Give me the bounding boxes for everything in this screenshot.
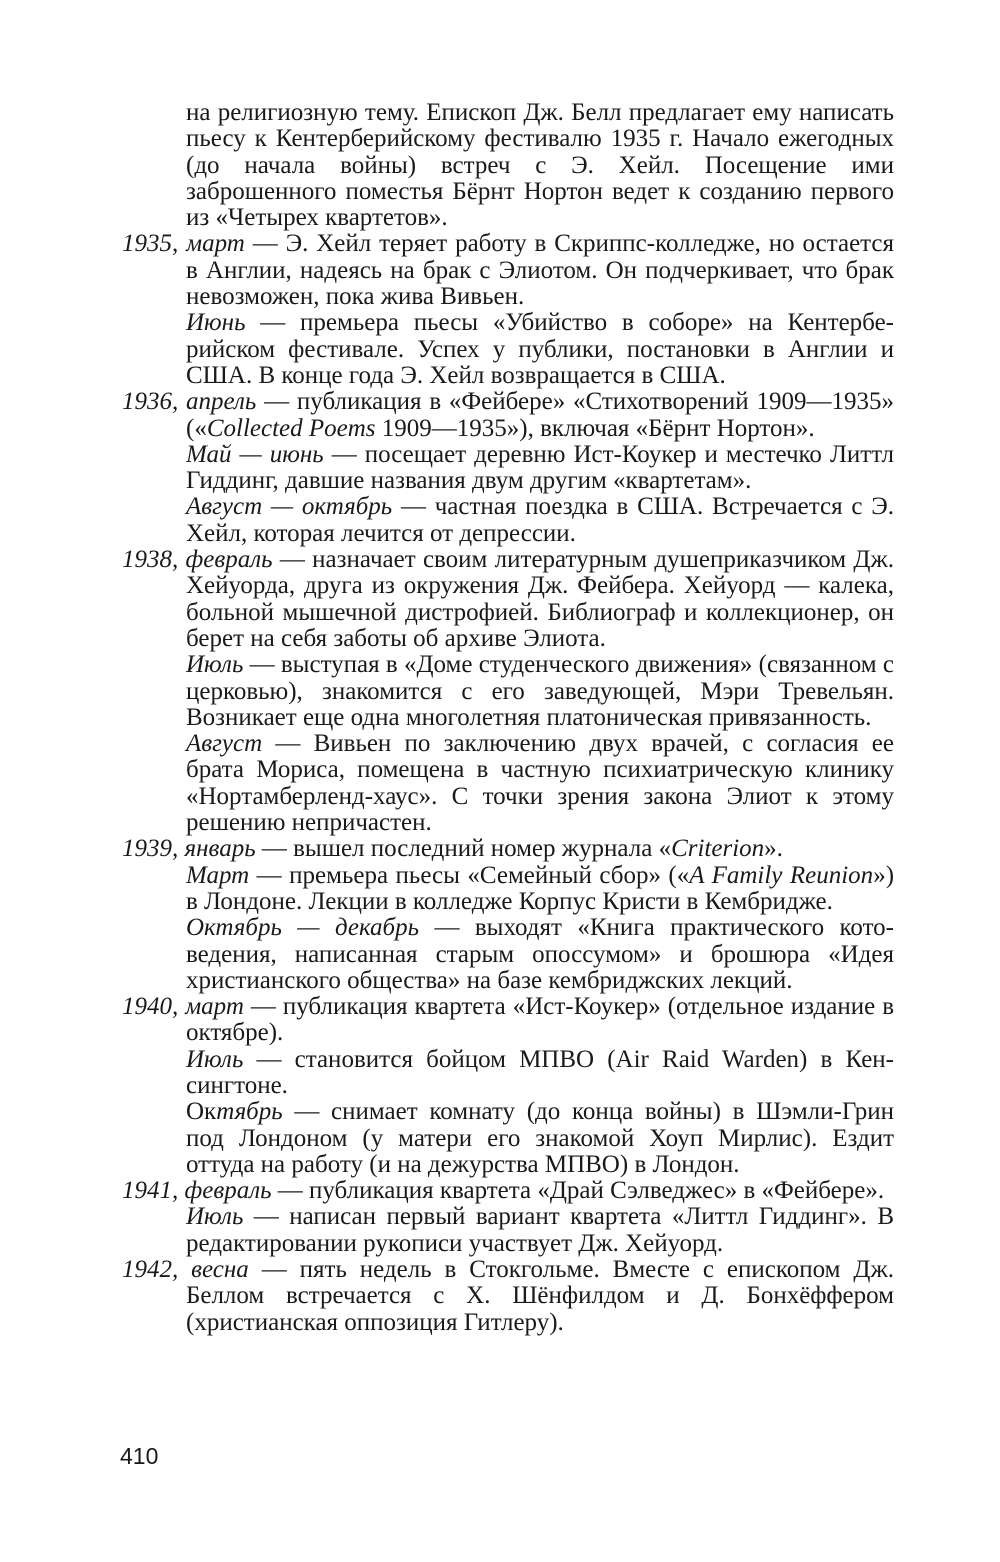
- sub-entry-label: Июль: [186, 1045, 244, 1073]
- journal-title: Criterion: [671, 835, 765, 863]
- sub-entry-text: — снимает комнату (до конца войны) в Шэмли-Грин под Лондоном (у матери его знакомой Хоуп Мирлис). Ездит оттуда на работу (и на дежурства МПВО) в Лондон.: [186, 1098, 894, 1178]
- entry-1938: [122, 547, 894, 652]
- sub-entry-label: Август — октябрь: [186, 493, 393, 521]
- sub-entry-label: Март: [186, 861, 250, 889]
- entry-text: — назначает своим литературным душеприказчиком Дж. Хейуорда, друга из окружения Дж. Фейбера. Хейуорд — калека, больной мышечной дистрофией. Библиограф и коллекционер, он берет на себя заботы об архиве Элиота.: [186, 546, 894, 652]
- book-title: Collected Poems: [206, 414, 376, 442]
- entry-date: 1936, апрель: [122, 388, 257, 416]
- entry-text: — вышел последний номер журнала «: [255, 835, 672, 863]
- sub-entry-label-upright: Ок: [186, 1098, 217, 1126]
- sub-entry-label: Октябрь — декабрь: [186, 914, 420, 942]
- entry-1940: [122, 994, 894, 1047]
- entry-date: 1935, март: [122, 230, 245, 258]
- entry-date: 1941, февраль: [122, 1177, 272, 1205]
- sub-entry-text: — премьера пьесы «Убийство в соборе» на Кентерберийском фестивале. Успех у публики, постановки в Англии и США. В конце года Э. Хейл возвращается в США.: [186, 309, 894, 389]
- sub-entry-text: — выходят «Книга практического котоведения, написанная старым опоссумом» и брошюра «Идея христианского общества» на базе кембриджских лекций.: [186, 914, 894, 994]
- sub-entry-label: тябрь: [216, 1098, 283, 1126]
- sub-entry-label: Июнь: [186, 309, 246, 337]
- entry-text: — пять недель в Стокгольме. Вместе с епископом Дж. Беллом встречается с Х. Шёнфилдом и Д. Бонхёффером (христианская оппозиция Гитлеру).: [186, 1256, 894, 1336]
- entry-date: 1939, январь: [122, 835, 256, 863]
- entry-1939-march: [122, 863, 894, 916]
- entry-text: 1909—1935»), включая «Бёрнт Нортон».: [375, 414, 815, 442]
- entry-date: 1938, февраль: [122, 546, 273, 574]
- entry-text: ».: [764, 835, 783, 863]
- entry-1935: [122, 231, 894, 310]
- entry-1935-june: [122, 310, 894, 389]
- sub-entry-text: ») в Лондоне. Лекции в колледже Корпус Кристи в Кембридже.: [186, 861, 895, 915]
- entry-text: — публикация квартета «Ист-Коукер» (отдельное издание в октябре).: [186, 993, 894, 1047]
- continued-text: на религиозную тему. Епископ Дж. Белл предлагает ему написать пьесу к Кентерберийскому фестивалю 1935 г. Начало ежегодных (до начала войны) встреч с Э. Хейл. Посещение ими заброшенного поместья Бёрнт Нортон ведет к созданию первого из «Четырех квартетов».: [186, 99, 894, 232]
- sub-entry-label: Июль: [186, 1203, 244, 1231]
- entry-1941: [122, 1178, 894, 1204]
- entry-text: — Э. Хейл теряет работу в Скриппс-колледже, но остается в Англии, надеясь на брак с Элиотом. Он подчеркивает, что брак невозможен, пока жива Вивьен.: [186, 230, 895, 311]
- sub-entry-text: — посещает деревню Ист-Коукер и местечко Литтл Гиддинг, давшие названия двум другим «квартетам».: [186, 440, 894, 495]
- entry-date: 1942, весна: [122, 1256, 249, 1284]
- entry-1942: [122, 1257, 894, 1336]
- entry-1939: [122, 836, 894, 862]
- sub-entry-label: Май — июнь: [186, 440, 324, 468]
- sub-entry-label: Август: [186, 730, 263, 758]
- entry-1940-july: [122, 1047, 894, 1100]
- entry-1936-august-october: [122, 494, 894, 547]
- entry-1938-august: [122, 731, 894, 836]
- page-number: 410: [120, 1443, 159, 1469]
- play-title: A Family Reunion: [689, 861, 874, 889]
- entry-text: — публикация в «Фейбере» «Стихотворений 1909—1935» («: [186, 388, 894, 442]
- sub-entry-text: — Вивьен по заключению двух врачей, с согласия ее брата Мориса, помещена в частную психиатрическую клинику «Нортамберленд-хаус». С точки зрения закона Элиот к этому решению непричастен.: [186, 730, 894, 837]
- entry-text: — публикация квартета «Драй Сэлведжес» в «Фейбере».: [271, 1177, 885, 1205]
- chronology-text: [122, 100, 894, 1336]
- entry-date: 1940, март: [122, 993, 244, 1021]
- sub-entry-text: — частная поездка в США. Встречается с Э. Хейл, которая лечится от депрессии.: [186, 493, 894, 547]
- entry-1940-october: [122, 1099, 894, 1178]
- entry-1941-july: [122, 1204, 894, 1257]
- sub-entry-label: Июль: [186, 651, 244, 679]
- sub-entry-text: — выступая в «Доме студенческого движения» (связанном с церковью), знакомится с его заведующей, Мэри Тревельян. Возникает еще одна многолетняя платоническая привязанность.: [186, 651, 894, 731]
- sub-entry-text: — становится бойцом МПВО (Air Raid Warden) в Кенсингтоне.: [186, 1045, 894, 1099]
- sub-entry-text: — написан первый вариант квартета «Литтл Гиддинг». В редактировании рукописи участвует Дж. Хейуорд.: [186, 1203, 894, 1257]
- sub-entry-text: — премьера пьесы «Семейный сбор» («: [249, 861, 690, 889]
- entry-1936: [122, 389, 894, 442]
- entry-1939-october-december: [122, 915, 894, 994]
- continued-paragraph: [122, 100, 894, 231]
- entry-1938-july: [122, 652, 894, 731]
- entry-1936-may-june: [122, 442, 894, 495]
